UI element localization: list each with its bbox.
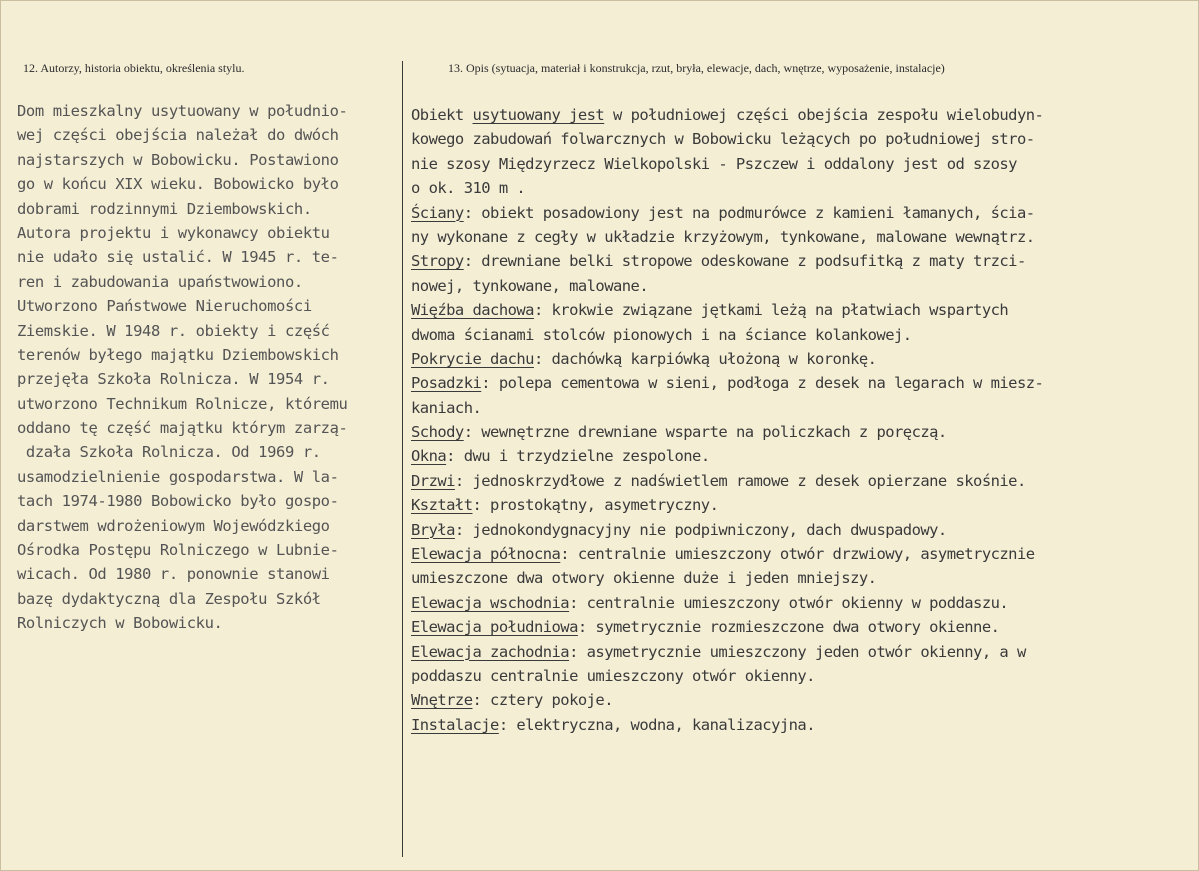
field-text: : asymetrycznie umieszczony jeden otwór okienny, a w [569, 642, 1026, 661]
description-line [411, 566, 1191, 590]
history-line: nie udało się ustalić. W 1945 r. te- [17, 248, 339, 267]
field-label: Elewacja północna [411, 545, 561, 564]
field-label: Posadzki [411, 374, 482, 393]
field-text: : dwu i trzydzielne zespolone. [446, 447, 710, 466]
description-line [411, 469, 1191, 493]
field-text: : centralnie umieszczony otwór okienny w poddaszu. [569, 593, 1009, 612]
description-line [411, 664, 1191, 688]
field-label: Elewacja południowa [411, 618, 578, 637]
description-line [411, 249, 1191, 273]
field-text: : centralnie umieszczony otwór drzwiowy, asymetrycznie [560, 545, 1035, 564]
description-line [411, 127, 1191, 151]
description-line [411, 103, 1191, 127]
history-line: darstwem wdrożeniowym Wojewódzkiego [17, 516, 330, 535]
history-line: utworzono Technikum Rolnicze, któremu [17, 394, 348, 413]
description-line [411, 420, 1191, 444]
field-text: nowej, tynkowane, malowane. [411, 276, 649, 295]
field-label: Schody [411, 423, 464, 442]
field-label: Okna [411, 447, 447, 466]
field-text: w południowej części obejścia zespołu wielobudyn- [604, 106, 1044, 124]
field-text: : jednoskrzydłowe z nadświetlem ramowe z desek opierzane skośnie. [454, 471, 1026, 490]
history-line: oddano tę część majątku którym zarzą- [17, 419, 348, 438]
description-line [411, 274, 1191, 298]
history-line: wej części obejścia należał do dwóch [17, 126, 339, 145]
history-line: terenów byłego majątku Dziembowskich [17, 345, 339, 364]
description-line [411, 225, 1191, 249]
field-label: Elewacja wschodnia [411, 593, 570, 612]
field-text: ny wykonane z cegły w układzie krzyżowym, tynkowane, malowane wewnątrz. [411, 227, 1035, 246]
description-line [411, 591, 1191, 615]
column-divider [402, 61, 403, 857]
history-line: najstarszych w Bobowicku. Postawiono [17, 150, 339, 169]
field-text: Obiekt [411, 106, 473, 124]
field-label: Instalacje [411, 715, 499, 734]
field-text: : elektryczna, wodna, kanalizacyjna. [498, 715, 815, 734]
description-line [411, 396, 1191, 420]
history-line: przejęła Szkoła Rolnicza. W 1954 r. [17, 370, 330, 389]
history-line: usamodzielnienie gospodarstwa. W la- [17, 467, 339, 486]
history-line: dzała Szkoła Rolnicza. Od 1969 r. [17, 443, 321, 462]
section-12-header: 12. Autorzy, historia obiektu, określenia stylu. [23, 61, 245, 75]
description-line [411, 152, 1191, 176]
history-line: Dom mieszkalny usytuowany w południo- [17, 102, 348, 120]
history-line: tach 1974-1980 Bobowicko było gospo- [17, 492, 339, 511]
field-label: Więźba dachowa [411, 301, 534, 320]
field-text: : symetrycznie rozmieszczone dwa otwory okienne. [577, 618, 1000, 637]
description-line [411, 298, 1191, 322]
field-text: kowego zabudowań folwarcznych w Bobowicku leżących po południowej stro- [411, 130, 1035, 149]
history-line: dobrami rodzinnymi Dziembowskich. [17, 199, 312, 218]
description-line [411, 615, 1191, 639]
history-line: Ziemskie. W 1948 r. obiekty i część [17, 321, 330, 340]
field-label: Ściany [411, 203, 464, 222]
history-line: bazę dydaktyczną dla Zespołu Szkół [17, 589, 321, 608]
description-text [411, 103, 1191, 737]
description-line [411, 713, 1191, 737]
history-text [17, 99, 401, 636]
field-text: nie szosy Międzyrzecz Wielkopolski - Pszczew i oddalony jest od szosy [411, 154, 1017, 173]
field-text: : obiekt posadowiony jest na podmurówce z kamieni łamanych, ścia- [463, 203, 1035, 222]
field-label: Elewacja zachodnia [411, 642, 570, 661]
description-line [411, 518, 1191, 542]
history-line: go w końcu XIX wieku. Bobowicko było [17, 175, 339, 194]
description-line [411, 371, 1191, 395]
field-text: kaniach. [411, 398, 482, 417]
field-text: : drewniane belki stropowe odeskowane z podsufitką z maty trzci- [463, 252, 1026, 271]
description-line [411, 640, 1191, 664]
field-label: Kształt [411, 496, 473, 515]
field-label: Stropy [411, 252, 464, 271]
field-text: : dachówką karpiówką ułożoną w koronkę. [533, 349, 877, 368]
description-line [411, 542, 1191, 566]
description-line [411, 201, 1191, 225]
field-label: Drzwi [411, 471, 455, 490]
history-line: Autora projektu i wykonawcy obiektu [17, 223, 330, 242]
field-label: Bryła [411, 520, 455, 539]
history-line: ren i zabudowania upaństwowiono. [17, 272, 303, 291]
field-label: Wnętrze [411, 691, 473, 710]
description-line [411, 347, 1191, 371]
field-label: Pokrycie dachu [411, 349, 534, 368]
history-line: wicach. Od 1980 r. ponownie stanowi [17, 565, 330, 584]
history-line: Ośrodka Postępu Rolniczego w Lubnie- [17, 541, 339, 560]
field-text: o ok. 310 m . [411, 179, 526, 198]
field-text: dwoma ścianami stolców pionowych i na ściance kolankowej. [411, 325, 912, 344]
field-text: poddaszu centralnie umieszczony otwór okienny. [411, 666, 815, 685]
field-text: : prostokątny, asymetryczny. [472, 496, 719, 515]
description-line [411, 688, 1191, 712]
field-text: : polepa cementowa w sieni, podłoga z desek na legarach w miesz- [481, 374, 1044, 393]
field-text: : wewnętrzne drewniane wsparte na policzkach z poręczą. [463, 423, 947, 442]
history-line: Rolniczych w Bobowicku. [17, 614, 223, 633]
description-line [411, 493, 1191, 517]
field-text: umieszczone dwa otwory okienne duże i jeden mniejszy. [411, 569, 877, 588]
description-line [411, 444, 1191, 468]
field-label: usytuowany jest [472, 106, 605, 124]
field-text: : krokwie związane jętkami leżą na płatwiach wspartych [533, 301, 1009, 320]
section-13-header: 13. Opis (sytuacja, materiał i konstrukcja, rzut, bryła, elewacje, dach, wnętrze, wyposażenie, instalacje) [448, 61, 945, 75]
field-text: : jednokondygnacyjny nie podpiwniczony, dach dwuspadowy. [454, 520, 947, 539]
field-text: : cztery pokoje. [472, 691, 613, 710]
description-line [411, 176, 1191, 200]
description-line [411, 323, 1191, 347]
history-line: Utworzono Państwowe Nieruchomości [17, 297, 312, 316]
